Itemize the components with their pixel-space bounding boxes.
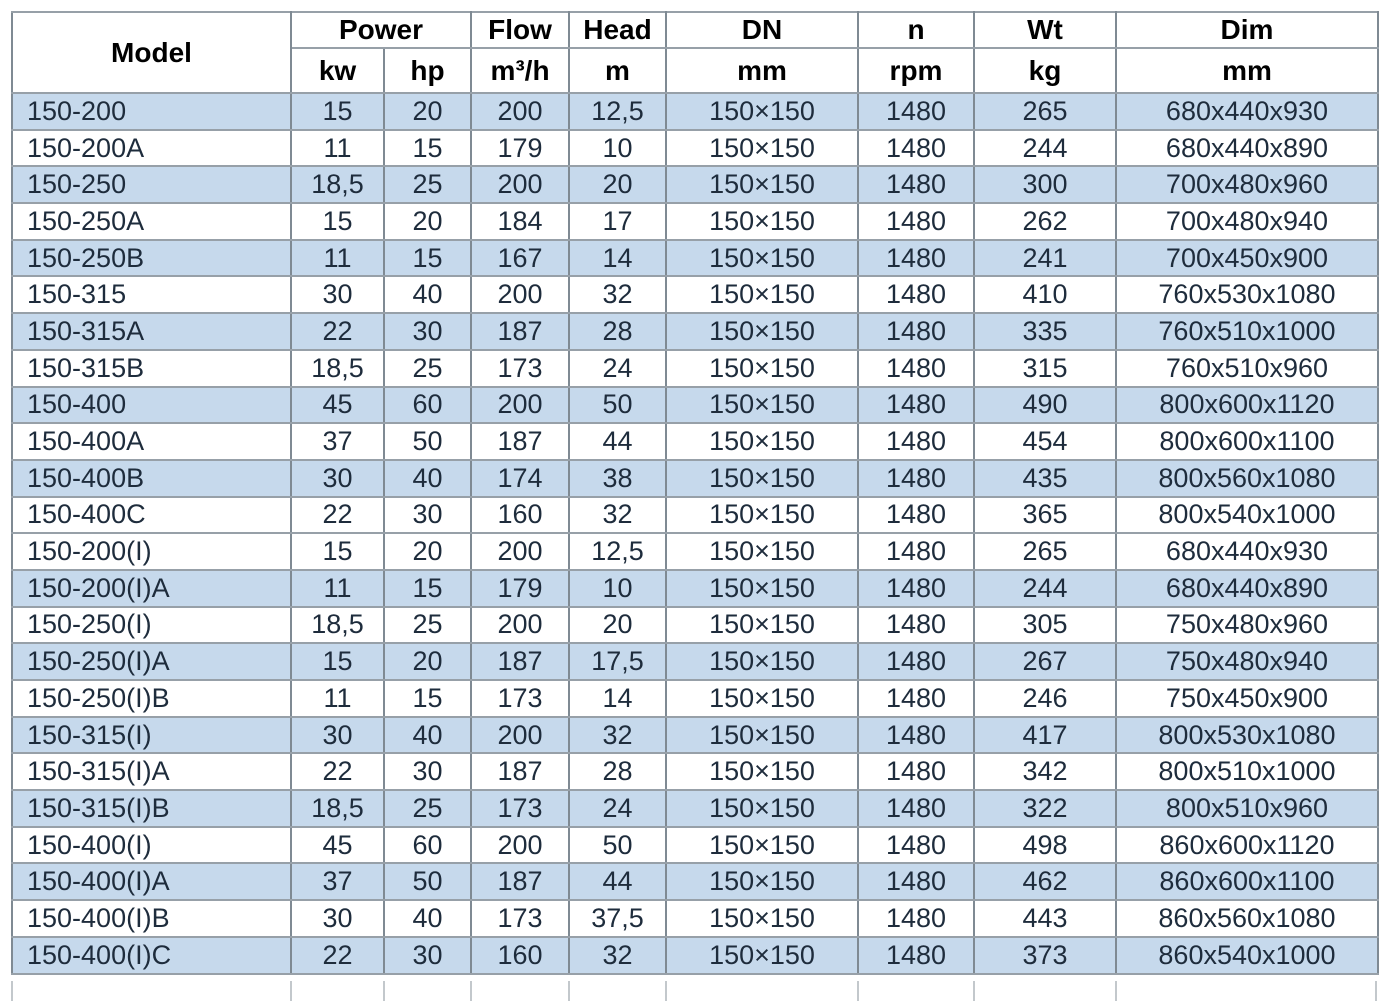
- cell-wt: 300: [974, 166, 1116, 203]
- cell-wt: 365: [974, 497, 1116, 534]
- header-unit-wt: kg: [974, 48, 1116, 93]
- cell-model: 150-315(I)A: [12, 753, 291, 790]
- cell-dim: 860x600x1100: [1116, 863, 1378, 900]
- cell-model: 150-315B: [12, 350, 291, 387]
- table-body: [12, 93, 1378, 974]
- cell-dim: 760x530x1080: [1116, 276, 1378, 313]
- cell-flow: 173: [471, 900, 569, 937]
- cell-model: 150-400: [12, 387, 291, 424]
- table-row: [12, 387, 1378, 424]
- cell-kw: 22: [291, 753, 384, 790]
- cell-dim: 800x530x1080: [1116, 717, 1378, 754]
- pump-spec-table: [11, 11, 1379, 975]
- table-row: [12, 497, 1378, 534]
- cell-dim: 800x510x1000: [1116, 753, 1378, 790]
- cell-hp: 25: [384, 607, 471, 644]
- cell-head: 50: [569, 387, 666, 424]
- cell-dn: 150×150: [666, 937, 858, 974]
- cell-head: 12,5: [569, 93, 666, 130]
- cell-dn: 150×150: [666, 643, 858, 680]
- table-row: [12, 313, 1378, 350]
- cell-n: 1480: [858, 937, 974, 974]
- cell-model: 150-315(I)B: [12, 790, 291, 827]
- cell-hp: 15: [384, 570, 471, 607]
- cell-flow: 200: [471, 276, 569, 313]
- cell-kw: 37: [291, 423, 384, 460]
- cell-flow: 173: [471, 350, 569, 387]
- cell-kw: 15: [291, 203, 384, 240]
- cell-hp: 20: [384, 93, 471, 130]
- cell-dim: 700x450x900: [1116, 240, 1378, 277]
- cell-dim: 750x450x900: [1116, 680, 1378, 717]
- cell-model: 150-400(I): [12, 827, 291, 864]
- cell-flow: 187: [471, 863, 569, 900]
- cell-head: 28: [569, 753, 666, 790]
- cell-n: 1480: [858, 753, 974, 790]
- cell-kw: 30: [291, 900, 384, 937]
- cell-n: 1480: [858, 93, 974, 130]
- cell-hp: 30: [384, 313, 471, 350]
- cell-hp: 30: [384, 497, 471, 534]
- cell-dn: 150×150: [666, 276, 858, 313]
- cell-wt: 342: [974, 753, 1116, 790]
- cell-dn: 150×150: [666, 203, 858, 240]
- cell-dn: 150×150: [666, 827, 858, 864]
- cell-kw: 30: [291, 460, 384, 497]
- table-row: [12, 460, 1378, 497]
- cell-dn: 150×150: [666, 460, 858, 497]
- cell-hp: 15: [384, 680, 471, 717]
- cell-head: 17: [569, 203, 666, 240]
- cell-flow: 187: [471, 753, 569, 790]
- pump-spec-table-wrap: [11, 11, 1377, 1001]
- cell-head: 14: [569, 240, 666, 277]
- table-gridline-stub: [1375, 981, 1377, 1001]
- cell-wt: 490: [974, 387, 1116, 424]
- cell-kw: 18,5: [291, 790, 384, 827]
- cell-dim: 750x480x960: [1116, 607, 1378, 644]
- cell-head: 38: [569, 460, 666, 497]
- cell-hp: 25: [384, 166, 471, 203]
- cell-wt: 244: [974, 130, 1116, 167]
- cell-flow: 187: [471, 643, 569, 680]
- cell-hp: 25: [384, 350, 471, 387]
- cell-head: 17,5: [569, 643, 666, 680]
- cell-flow: 160: [471, 937, 569, 974]
- cell-hp: 15: [384, 240, 471, 277]
- cell-wt: 315: [974, 350, 1116, 387]
- cell-head: 37,5: [569, 900, 666, 937]
- table-gridline-stub: [11, 981, 13, 1001]
- cell-model: 150-250: [12, 166, 291, 203]
- cell-dn: 150×150: [666, 387, 858, 424]
- cell-n: 1480: [858, 863, 974, 900]
- cell-n: 1480: [858, 607, 974, 644]
- header-model: Model: [12, 12, 291, 93]
- cell-wt: 244: [974, 570, 1116, 607]
- cell-flow: 173: [471, 790, 569, 827]
- cell-wt: 322: [974, 790, 1116, 827]
- cutoff-row: [11, 981, 1377, 1001]
- cell-hp: 50: [384, 863, 471, 900]
- header-unit-n: rpm: [858, 48, 974, 93]
- cell-kw: 22: [291, 937, 384, 974]
- cell-model: 150-315(I): [12, 717, 291, 754]
- cell-hp: 40: [384, 900, 471, 937]
- cell-n: 1480: [858, 313, 974, 350]
- cell-wt: 241: [974, 240, 1116, 277]
- cell-hp: 20: [384, 643, 471, 680]
- cell-head: 32: [569, 276, 666, 313]
- cell-n: 1480: [858, 827, 974, 864]
- cell-wt: 267: [974, 643, 1116, 680]
- cell-dn: 150×150: [666, 313, 858, 350]
- cell-kw: 37: [291, 863, 384, 900]
- cell-flow: 200: [471, 533, 569, 570]
- table-row: [12, 680, 1378, 717]
- table-row: [12, 93, 1378, 130]
- cell-kw: 15: [291, 643, 384, 680]
- cell-model: 150-400(I)C: [12, 937, 291, 974]
- cell-kw: 30: [291, 276, 384, 313]
- table-row: [12, 753, 1378, 790]
- table-row: [12, 570, 1378, 607]
- cell-dim: 760x510x960: [1116, 350, 1378, 387]
- cell-hp: 50: [384, 423, 471, 460]
- cell-dim: 800x600x1120: [1116, 387, 1378, 424]
- cell-kw: 11: [291, 130, 384, 167]
- cell-hp: 25: [384, 790, 471, 827]
- cell-dn: 150×150: [666, 240, 858, 277]
- cell-kw: 18,5: [291, 350, 384, 387]
- cell-head: 10: [569, 130, 666, 167]
- cell-dn: 150×150: [666, 900, 858, 937]
- table-gridline-stub: [857, 981, 859, 1001]
- cell-dim: 750x480x940: [1116, 643, 1378, 680]
- cell-head: 32: [569, 717, 666, 754]
- cell-model: 150-250A: [12, 203, 291, 240]
- cell-model: 150-400A: [12, 423, 291, 460]
- table-gridline-stub: [470, 981, 472, 1001]
- cell-n: 1480: [858, 680, 974, 717]
- cell-n: 1480: [858, 166, 974, 203]
- cell-dn: 150×150: [666, 130, 858, 167]
- cell-dn: 150×150: [666, 863, 858, 900]
- cell-model: 150-315A: [12, 313, 291, 350]
- cell-dim: 800x600x1100: [1116, 423, 1378, 460]
- cell-n: 1480: [858, 643, 974, 680]
- cell-wt: 417: [974, 717, 1116, 754]
- cell-n: 1480: [858, 790, 974, 827]
- cell-head: 50: [569, 827, 666, 864]
- cell-wt: 435: [974, 460, 1116, 497]
- cell-flow: 200: [471, 166, 569, 203]
- cell-flow: 184: [471, 203, 569, 240]
- cell-hp: 40: [384, 460, 471, 497]
- cell-dn: 150×150: [666, 423, 858, 460]
- cell-wt: 443: [974, 900, 1116, 937]
- cell-hp: 60: [384, 827, 471, 864]
- cell-head: 20: [569, 166, 666, 203]
- cell-kw: 11: [291, 240, 384, 277]
- header-unit-dim: mm: [1116, 48, 1378, 93]
- cell-dim: 760x510x1000: [1116, 313, 1378, 350]
- table-gridline-stub: [665, 981, 667, 1001]
- header-unit-hp: hp: [384, 48, 471, 93]
- cell-flow: 179: [471, 570, 569, 607]
- cell-wt: 246: [974, 680, 1116, 717]
- cell-head: 14: [569, 680, 666, 717]
- cell-dn: 150×150: [666, 607, 858, 644]
- cell-dn: 150×150: [666, 497, 858, 534]
- cell-hp: 40: [384, 717, 471, 754]
- header-power: Power: [291, 12, 471, 48]
- cell-kw: 18,5: [291, 166, 384, 203]
- cell-hp: 15: [384, 130, 471, 167]
- cell-n: 1480: [858, 900, 974, 937]
- cell-flow: 160: [471, 497, 569, 534]
- cell-wt: 498: [974, 827, 1116, 864]
- header-dim: Dim: [1116, 12, 1378, 48]
- cell-flow: 200: [471, 717, 569, 754]
- table-gridline-stub: [1115, 981, 1117, 1001]
- cell-dim: 700x480x960: [1116, 166, 1378, 203]
- cell-wt: 265: [974, 533, 1116, 570]
- header-unit-flow: m³/h: [471, 48, 569, 93]
- table-gridline-stub: [383, 981, 385, 1001]
- cell-n: 1480: [858, 460, 974, 497]
- cell-n: 1480: [858, 387, 974, 424]
- cell-wt: 262: [974, 203, 1116, 240]
- cell-flow: 173: [471, 680, 569, 717]
- cell-dim: 680x440x930: [1116, 93, 1378, 130]
- cell-model: 150-250(I)B: [12, 680, 291, 717]
- cell-head: 44: [569, 863, 666, 900]
- cell-dim: 800x560x1080: [1116, 460, 1378, 497]
- cell-head: 28: [569, 313, 666, 350]
- cell-dn: 150×150: [666, 790, 858, 827]
- table-row: [12, 130, 1378, 167]
- header-unit-kw: kw: [291, 48, 384, 93]
- table-gridline-stub: [568, 981, 570, 1001]
- cell-model: 150-400B: [12, 460, 291, 497]
- header-unit-head: m: [569, 48, 666, 93]
- cell-dn: 150×150: [666, 717, 858, 754]
- cell-flow: 187: [471, 423, 569, 460]
- cell-kw: 45: [291, 827, 384, 864]
- cell-dn: 150×150: [666, 166, 858, 203]
- table-row: [12, 863, 1378, 900]
- header-flow: Flow: [471, 12, 569, 48]
- cell-head: 44: [569, 423, 666, 460]
- cell-model: 150-250(I)A: [12, 643, 291, 680]
- cell-kw: 11: [291, 680, 384, 717]
- header-n: n: [858, 12, 974, 48]
- table-row: [12, 717, 1378, 754]
- cell-n: 1480: [858, 203, 974, 240]
- cell-model: 150-315: [12, 276, 291, 313]
- table-row: [12, 166, 1378, 203]
- table-row: [12, 533, 1378, 570]
- table-row: [12, 643, 1378, 680]
- cell-dim: 680x440x930: [1116, 533, 1378, 570]
- cell-dim: 860x600x1120: [1116, 827, 1378, 864]
- table-row: [12, 276, 1378, 313]
- cell-n: 1480: [858, 717, 974, 754]
- cell-dim: 700x480x940: [1116, 203, 1378, 240]
- cell-head: 20: [569, 607, 666, 644]
- table-row: [12, 423, 1378, 460]
- cell-dim: 800x540x1000: [1116, 497, 1378, 534]
- cell-kw: 45: [291, 387, 384, 424]
- cell-wt: 462: [974, 863, 1116, 900]
- cell-wt: 335: [974, 313, 1116, 350]
- cell-n: 1480: [858, 570, 974, 607]
- cell-dn: 150×150: [666, 680, 858, 717]
- header-wt: Wt: [974, 12, 1116, 48]
- cell-n: 1480: [858, 130, 974, 167]
- cell-kw: 15: [291, 533, 384, 570]
- header-dn: DN: [666, 12, 858, 48]
- cell-model: 150-200A: [12, 130, 291, 167]
- cell-model: 150-200: [12, 93, 291, 130]
- cell-dim: 800x510x960: [1116, 790, 1378, 827]
- cell-n: 1480: [858, 497, 974, 534]
- table-row: [12, 203, 1378, 240]
- table-row: [12, 607, 1378, 644]
- table-row: [12, 900, 1378, 937]
- table-gridline-stub: [290, 981, 292, 1001]
- cell-flow: 200: [471, 607, 569, 644]
- cell-kw: 11: [291, 570, 384, 607]
- cell-hp: 40: [384, 276, 471, 313]
- cell-hp: 30: [384, 753, 471, 790]
- cell-hp: 20: [384, 203, 471, 240]
- cell-wt: 305: [974, 607, 1116, 644]
- cell-n: 1480: [858, 240, 974, 277]
- cell-dim: 860x540x1000: [1116, 937, 1378, 974]
- cell-dn: 150×150: [666, 93, 858, 130]
- cell-model: 150-400(I)A: [12, 863, 291, 900]
- cell-dn: 150×150: [666, 570, 858, 607]
- cell-head: 10: [569, 570, 666, 607]
- table-gridline-stub: [973, 981, 975, 1001]
- cell-flow: 187: [471, 313, 569, 350]
- cell-model: 150-200(I)A: [12, 570, 291, 607]
- cell-flow: 200: [471, 827, 569, 864]
- cell-model: 150-250(I): [12, 607, 291, 644]
- cell-model: 150-400C: [12, 497, 291, 534]
- cell-n: 1480: [858, 350, 974, 387]
- cell-kw: 30: [291, 717, 384, 754]
- cell-kw: 22: [291, 313, 384, 350]
- cell-flow: 200: [471, 93, 569, 130]
- table-header: [12, 12, 1378, 93]
- cell-head: 32: [569, 937, 666, 974]
- cell-model: 150-400(I)B: [12, 900, 291, 937]
- cell-head: 24: [569, 350, 666, 387]
- cell-hp: 60: [384, 387, 471, 424]
- cell-model: 150-200(I): [12, 533, 291, 570]
- cell-flow: 179: [471, 130, 569, 167]
- header-unit-dn: mm: [666, 48, 858, 93]
- cell-dim: 860x560x1080: [1116, 900, 1378, 937]
- cell-kw: 22: [291, 497, 384, 534]
- cell-wt: 454: [974, 423, 1116, 460]
- cell-hp: 20: [384, 533, 471, 570]
- cell-flow: 174: [471, 460, 569, 497]
- cell-dn: 150×150: [666, 533, 858, 570]
- cell-head: 32: [569, 497, 666, 534]
- cell-flow: 167: [471, 240, 569, 277]
- table-row: [12, 240, 1378, 277]
- table-row: [12, 937, 1378, 974]
- cell-dim: 680x440x890: [1116, 570, 1378, 607]
- cell-head: 12,5: [569, 533, 666, 570]
- cell-n: 1480: [858, 276, 974, 313]
- table-row: [12, 827, 1378, 864]
- cell-hp: 30: [384, 937, 471, 974]
- cell-flow: 200: [471, 387, 569, 424]
- cell-dim: 680x440x890: [1116, 130, 1378, 167]
- table-row: [12, 350, 1378, 387]
- cell-kw: 18,5: [291, 607, 384, 644]
- cell-model: 150-250B: [12, 240, 291, 277]
- cell-wt: 265: [974, 93, 1116, 130]
- cell-wt: 410: [974, 276, 1116, 313]
- cell-kw: 15: [291, 93, 384, 130]
- cell-n: 1480: [858, 533, 974, 570]
- cell-dn: 150×150: [666, 753, 858, 790]
- cell-wt: 373: [974, 937, 1116, 974]
- cell-head: 24: [569, 790, 666, 827]
- header-head: Head: [569, 12, 666, 48]
- cell-dn: 150×150: [666, 350, 858, 387]
- cell-n: 1480: [858, 423, 974, 460]
- table-row: [12, 790, 1378, 827]
